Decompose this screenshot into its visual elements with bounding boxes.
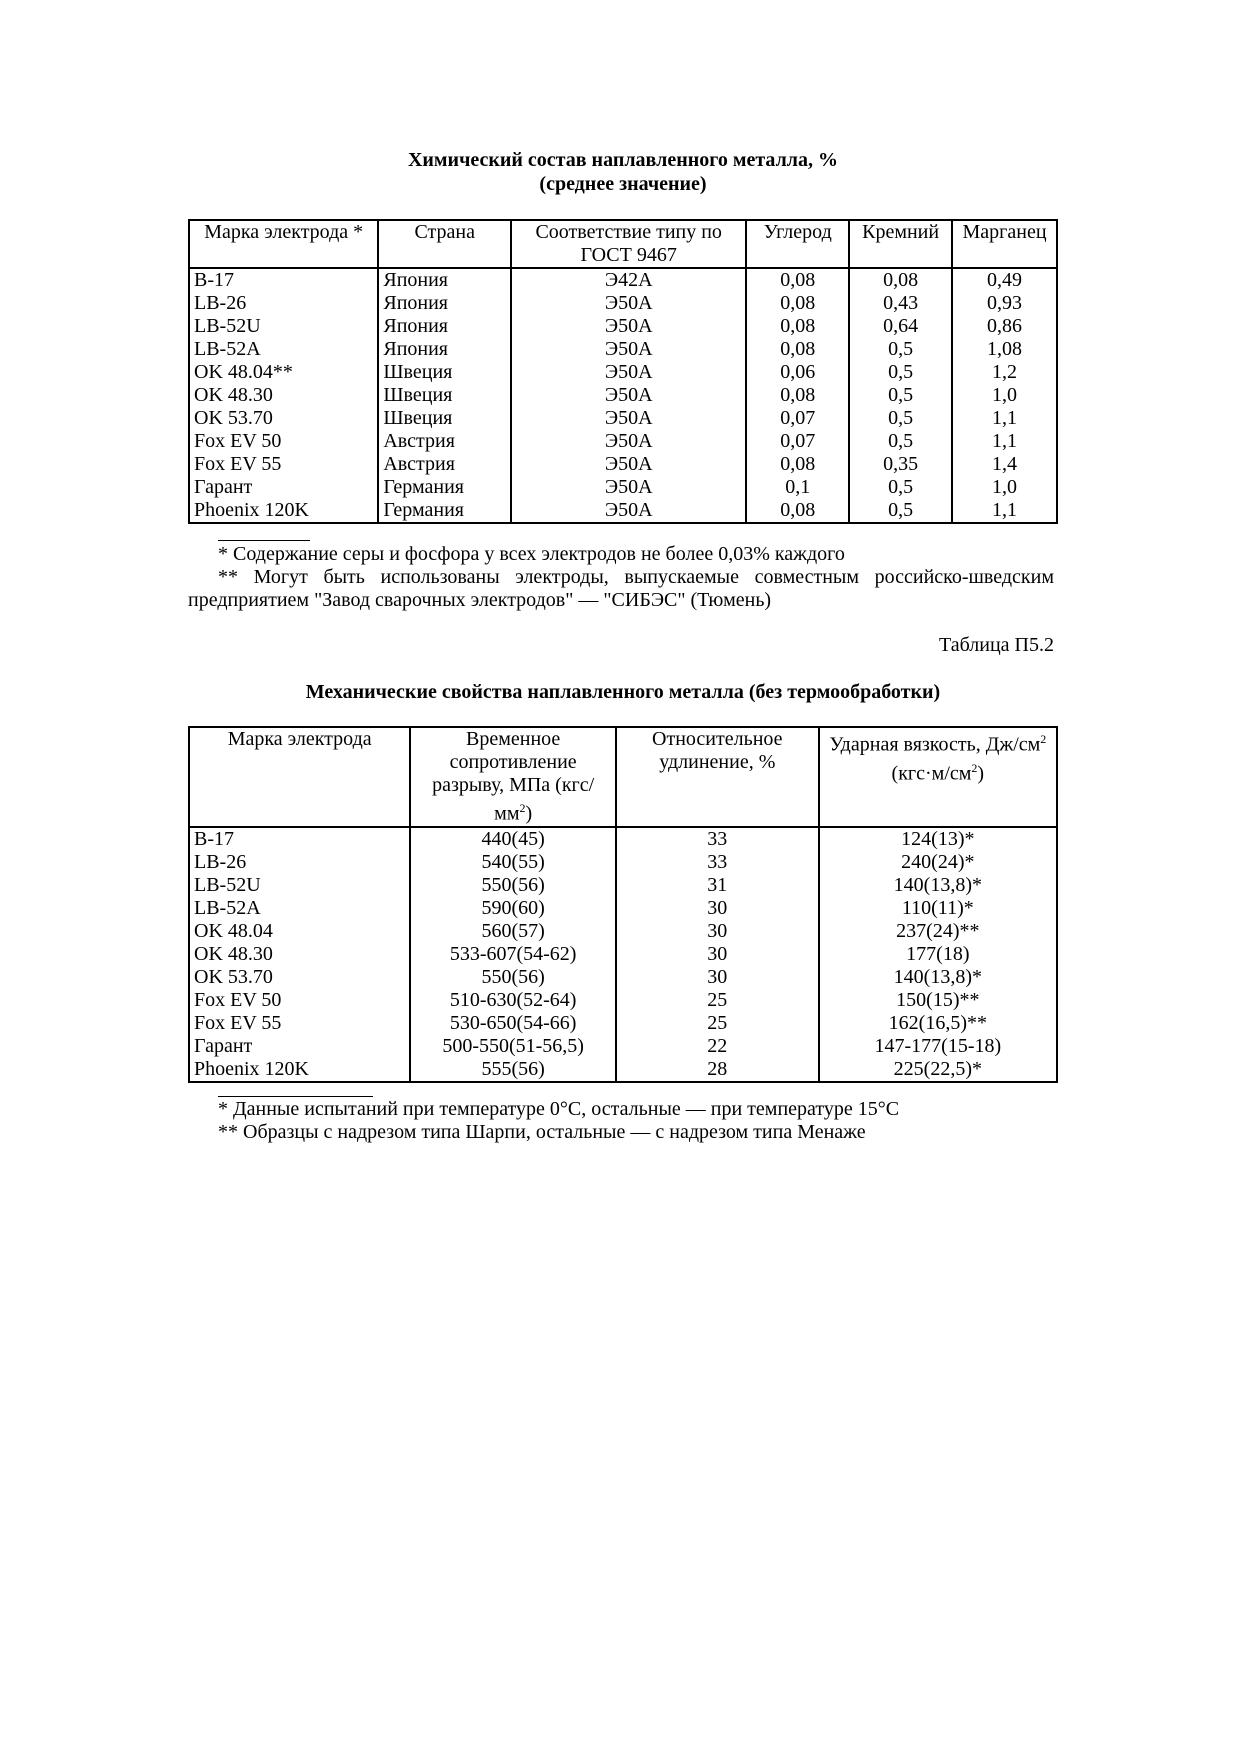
cell-electrode: LB-26: [189, 292, 378, 315]
cell-country: Германия: [378, 476, 511, 499]
cell-country: Австрия: [378, 453, 511, 476]
cell-manganese: 0,93: [952, 292, 1057, 315]
cell-tensile-strength: 540(55): [410, 851, 616, 874]
cell-carbon: 0,08: [746, 453, 849, 476]
cell-elongation: 28: [616, 1058, 819, 1082]
cell-gost-type: Э50А: [511, 430, 746, 453]
table-row: [189, 407, 1057, 430]
cell-impact-toughness: 140(13,8)*: [819, 874, 1057, 897]
header-impact-sup2: 2: [971, 760, 978, 775]
cell-country: Япония: [378, 268, 511, 292]
header-impact-close: ): [977, 762, 985, 785]
cell-electrode: Fox EV 55: [189, 453, 378, 476]
cell-manganese: 1,0: [952, 476, 1057, 499]
table-row: [189, 920, 1057, 943]
cell-elongation: 25: [616, 1012, 819, 1035]
cell-gost-type: Э50А: [511, 361, 746, 384]
cell-country: Швеция: [378, 361, 511, 384]
cell-silicon: 0,5: [849, 338, 952, 361]
cell-tensile-strength: 560(57): [410, 920, 616, 943]
cell-gost-type: Э50А: [511, 292, 746, 315]
cell-gost-type: Э50А: [511, 338, 746, 361]
table1-title: [188, 148, 1058, 196]
cell-tensile-strength: 533-607(54-62): [410, 943, 616, 966]
cell-tensile-strength: 440(45): [410, 827, 616, 851]
cell-silicon: 0,5: [849, 407, 952, 430]
cell-electrode: Гарант: [189, 1035, 410, 1058]
header-tensile-strength-text: Временное сопротивление разрыву, МПа (кгс/мм: [432, 728, 595, 825]
header-tensile-strength-close: ): [525, 802, 533, 825]
table2-label: Таблица П5.2: [939, 634, 1054, 656]
table1-title-line2: (среднее значение): [539, 173, 707, 195]
table-row: [189, 361, 1057, 384]
cell-manganese: 0,49: [952, 268, 1057, 292]
cell-electrode: Fox EV 50: [189, 989, 410, 1012]
header-gost-type: Соответствие типу по ГОСТ 9467: [511, 220, 746, 268]
cell-impact-toughness: 237(24)**: [819, 920, 1057, 943]
header-tensile-strength: [410, 727, 616, 827]
header-impact-unit: (кгс·м/см: [891, 762, 972, 785]
table-row: [189, 943, 1057, 966]
cell-silicon: 0,5: [849, 361, 952, 384]
table2-footnote-1: * Данные испытаний при температуре 0°С, остальные — при температуре 15°С: [218, 1098, 900, 1120]
header-elongation: Относительное удлинение, %: [616, 727, 819, 827]
table-row: [189, 453, 1057, 476]
cell-electrode: Гарант: [189, 476, 378, 499]
table-row: [189, 1012, 1057, 1035]
table1-title-line1: Химический состав наплавленного металла, %: [407, 149, 839, 171]
table-row: [189, 1035, 1057, 1058]
cell-tensile-strength: 530-650(54-66): [410, 1012, 616, 1035]
cell-manganese: 1,1: [952, 407, 1057, 430]
cell-silicon: 0,5: [849, 499, 952, 523]
cell-silicon: 0,5: [849, 384, 952, 407]
cell-carbon: 0,08: [746, 384, 849, 407]
cell-carbon: 0,08: [746, 499, 849, 523]
cell-elongation: 33: [616, 827, 819, 851]
cell-carbon: 0,1: [746, 476, 849, 499]
table-row: [189, 476, 1057, 499]
table1-footnote-1: * Содержание серы и фосфора у всех электродов не более 0,03% каждого: [218, 543, 845, 565]
cell-impact-toughness: 240(24)*: [819, 851, 1057, 874]
cell-electrode: OK 53.70: [189, 966, 410, 989]
table-row: [189, 851, 1057, 874]
header-impact-toughness: [819, 727, 1057, 827]
header-country: Страна: [378, 220, 511, 268]
cell-electrode: LB-52A: [189, 338, 378, 361]
cell-elongation: 30: [616, 966, 819, 989]
table2-footnote-2: ** Образцы с надрезом типа Шарпи, остальные — с надрезом типа Менаже: [218, 1121, 866, 1143]
cell-gost-type: Э50А: [511, 499, 746, 523]
cell-electrode: OK 48.30: [189, 943, 410, 966]
cell-electrode: LB-52U: [189, 874, 410, 897]
cell-electrode: B-17: [189, 268, 378, 292]
cell-tensile-strength: 510-630(52-64): [410, 989, 616, 1012]
header-tensile-strength-sup: 2: [519, 801, 526, 815]
table-row: [189, 966, 1057, 989]
cell-electrode: Phoenix 120K: [189, 1058, 410, 1082]
cell-electrode: B-17: [189, 827, 410, 851]
cell-elongation: 30: [616, 920, 819, 943]
cell-carbon: 0,07: [746, 407, 849, 430]
cell-gost-type: Э50А: [511, 476, 746, 499]
cell-country: Швеция: [378, 384, 511, 407]
cell-country: Австрия: [378, 430, 511, 453]
cell-tensile-strength: 590(60): [410, 897, 616, 920]
cell-tensile-strength: 555(56): [410, 1058, 616, 1082]
header-manganese: Марганец: [952, 220, 1057, 268]
cell-electrode: Fox EV 50: [189, 430, 378, 453]
cell-country: Япония: [378, 315, 511, 338]
cell-silicon: 0,64: [849, 315, 952, 338]
table-row: [189, 827, 1057, 851]
cell-silicon: 0,5: [849, 476, 952, 499]
table-row: [189, 499, 1057, 523]
cell-gost-type: Э50А: [511, 315, 746, 338]
cell-manganese: 1,0: [952, 384, 1057, 407]
cell-elongation: 33: [616, 851, 819, 874]
cell-carbon: 0,08: [746, 292, 849, 315]
cell-carbon: 0,08: [746, 338, 849, 361]
cell-electrode: LB-52A: [189, 897, 410, 920]
cell-silicon: 0,5: [849, 430, 952, 453]
cell-impact-toughness: 140(13,8)*: [819, 966, 1057, 989]
cell-carbon: 0,07: [746, 430, 849, 453]
cell-elongation: 30: [616, 897, 819, 920]
header-electrode-brand: Марка электрода: [189, 727, 410, 827]
cell-country: Япония: [378, 338, 511, 361]
cell-silicon: 0,35: [849, 453, 952, 476]
cell-impact-toughness: 162(16,5)**: [819, 1012, 1057, 1035]
cell-gost-type: Э50А: [511, 453, 746, 476]
chemical-composition-table: [188, 219, 1058, 524]
cell-manganese: 1,1: [952, 499, 1057, 523]
cell-elongation: 31: [616, 874, 819, 897]
cell-silicon: 0,08: [849, 268, 952, 292]
footnote-separator-2: [218, 1096, 373, 1097]
cell-tensile-strength: 550(56): [410, 874, 616, 897]
cell-impact-toughness: 124(13)*: [819, 827, 1057, 851]
cell-impact-toughness: 147-177(15-18): [819, 1035, 1057, 1058]
cell-electrode: OK 48.04: [189, 920, 410, 943]
cell-elongation: 30: [616, 943, 819, 966]
table-row: [189, 315, 1057, 338]
cell-tensile-strength: 500-550(51-56,5): [410, 1035, 616, 1058]
cell-country: Япония: [378, 292, 511, 315]
table-row: [189, 1058, 1057, 1082]
header-impact-text: Ударная вязкость, Дж/см: [829, 733, 1041, 756]
table-row: [189, 384, 1057, 407]
table1-footnote-2: ** Могут быть использованы электроды, выпускаемые совместным российско-шведским предприятием "Завод сварочных электродов" — "СИБЭС" (Тюмень): [188, 566, 1054, 611]
cell-elongation: 25: [616, 989, 819, 1012]
cell-electrode: LB-26: [189, 851, 410, 874]
table-row: [189, 268, 1057, 292]
cell-tensile-strength: 550(56): [410, 966, 616, 989]
cell-carbon: 0,08: [746, 268, 849, 292]
cell-impact-toughness: 225(22,5)*: [819, 1058, 1057, 1082]
cell-gost-type: Э50А: [511, 407, 746, 430]
header-electrode-brand: Марка электрода *: [189, 220, 378, 268]
cell-carbon: 0,08: [746, 315, 849, 338]
cell-manganese: 0,86: [952, 315, 1057, 338]
table-row: [189, 874, 1057, 897]
cell-impact-toughness: 150(15)**: [819, 989, 1057, 1012]
cell-electrode: OK 48.30: [189, 384, 378, 407]
cell-electrode: OK 48.04**: [189, 361, 378, 384]
cell-electrode: Phoenix 120K: [189, 499, 378, 523]
table2-title: Механические свойства наплавленного металла (без термообработки): [305, 681, 941, 703]
table-row: [189, 292, 1057, 315]
cell-elongation: 22: [616, 1035, 819, 1058]
cell-electrode: LB-52U: [189, 315, 378, 338]
header-impact-sup1: 2: [1040, 732, 1047, 746]
cell-impact-toughness: 177(18): [819, 943, 1057, 966]
header-silicon: Кремний: [849, 220, 952, 268]
cell-manganese: 1,4: [952, 453, 1057, 476]
table-row: [189, 989, 1057, 1012]
table-row: [189, 338, 1057, 361]
table-row: [189, 897, 1057, 920]
cell-gost-type: Э50А: [511, 384, 746, 407]
cell-country: Германия: [378, 499, 511, 523]
footnote-separator: [218, 540, 310, 541]
cell-impact-toughness: 110(11)*: [819, 897, 1057, 920]
cell-silicon: 0,43: [849, 292, 952, 315]
cell-country: Швеция: [378, 407, 511, 430]
cell-gost-type: Э42А: [511, 268, 746, 292]
cell-manganese: 1,1: [952, 430, 1057, 453]
cell-manganese: 1,08: [952, 338, 1057, 361]
mechanical-properties-table: [188, 726, 1058, 1083]
cell-carbon: 0,06: [746, 361, 849, 384]
cell-electrode: Fox EV 55: [189, 1012, 410, 1035]
cell-manganese: 1,2: [952, 361, 1057, 384]
cell-electrode: OK 53.70: [189, 407, 378, 430]
table-row: [189, 430, 1057, 453]
header-carbon: Углерод: [746, 220, 849, 268]
